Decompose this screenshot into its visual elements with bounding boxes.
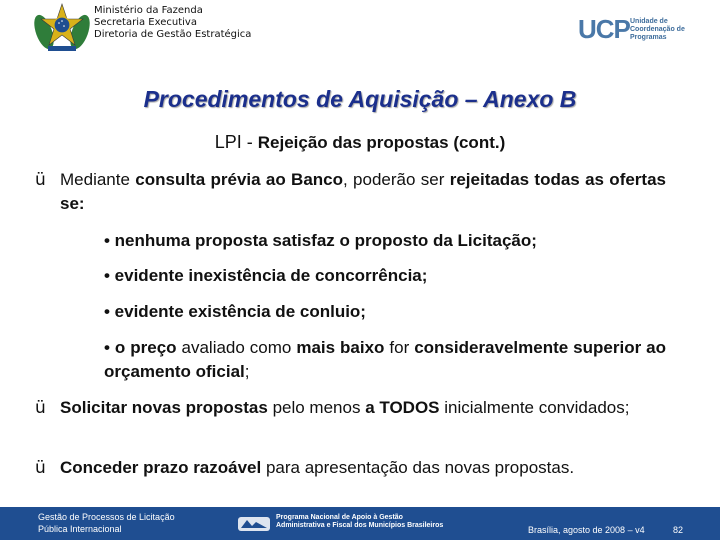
footer-program xyxy=(276,514,443,530)
ucp-logo-word: UCP xyxy=(578,14,630,44)
check-mark-icon: ü xyxy=(35,170,46,190)
text-bold: Solicitar novas propostas xyxy=(60,398,268,417)
bullet-item: • evidente inexistência de concorrência; xyxy=(104,266,428,285)
page-number: 82 xyxy=(673,525,684,535)
footer-course xyxy=(38,511,175,535)
subtitle-text: Rejeição das propostas (cont.) xyxy=(257,133,506,152)
ucp-logo-line: Unidade de xyxy=(630,18,668,25)
check-item-conceder xyxy=(35,456,666,480)
pnafm-logo xyxy=(238,515,270,533)
org-line: Diretoria de Gestão Estratégica xyxy=(94,29,252,40)
footer-date: Brasília, agosto de 2008 – v4 xyxy=(528,525,645,535)
header xyxy=(0,0,720,62)
ucp-logo-subtitle xyxy=(630,18,690,42)
text-bold: Conceder prazo razoável xyxy=(60,458,262,477)
footer-program-line: Programa Nacional de Apoio à Gestão xyxy=(276,514,403,521)
org-line: Ministério da Fazenda xyxy=(94,5,203,16)
text: inicialmente convidados; xyxy=(439,398,630,417)
check-item-consulta xyxy=(35,168,666,216)
subtitle-lpi: LPI - xyxy=(214,132,258,152)
slide-title: Procedimentos de Aquisição – Anexo B xyxy=(143,86,577,112)
footer-course-line: Pública Internacional xyxy=(38,524,122,534)
slide-subtitle xyxy=(0,132,720,153)
text-bold: a TODOS xyxy=(365,398,440,417)
bullet-item-preco xyxy=(104,336,666,384)
footer-program-line: Administrativa e Fiscal dos Municípios Brasileiros xyxy=(276,522,444,529)
brasao-icon xyxy=(34,2,90,54)
bullet-item: • evidente existência de conluio; xyxy=(104,302,366,321)
org-line: Secretaria Executiva xyxy=(94,17,197,28)
text-bold: consideravelmente superior ao orçamento oficial xyxy=(104,338,666,381)
text: para apresentação das novas propostas. xyxy=(261,458,575,477)
ucp-logo xyxy=(578,12,688,46)
footer-course-line: Gestão de Processos de Licitação xyxy=(38,512,175,522)
text-bold: mais baixo xyxy=(296,338,385,357)
text: pelo menos xyxy=(267,398,366,417)
check-mark-icon: ü xyxy=(35,398,46,418)
text: Mediante xyxy=(60,170,136,189)
text: , poderão ser xyxy=(343,170,450,189)
text: avaliado como xyxy=(176,338,297,357)
ucp-logo-line: Programas xyxy=(630,34,667,41)
check-mark-icon: ü xyxy=(35,458,46,478)
text: ; xyxy=(244,362,250,381)
text-bold: consulta prévia ao Banco xyxy=(135,170,344,189)
ucp-logo-line: Coordenação de xyxy=(630,26,685,33)
footer xyxy=(0,507,720,540)
check-item-solicitar xyxy=(35,396,666,420)
organization-block xyxy=(94,5,251,41)
text-bold: rejeitadas todas as ofertas se: xyxy=(60,170,666,213)
bullet-item: • nenhuma proposta satisfaz o proposto da Licitação; xyxy=(104,231,537,250)
text-bold: • o preço xyxy=(104,338,177,357)
text: for xyxy=(384,338,415,357)
